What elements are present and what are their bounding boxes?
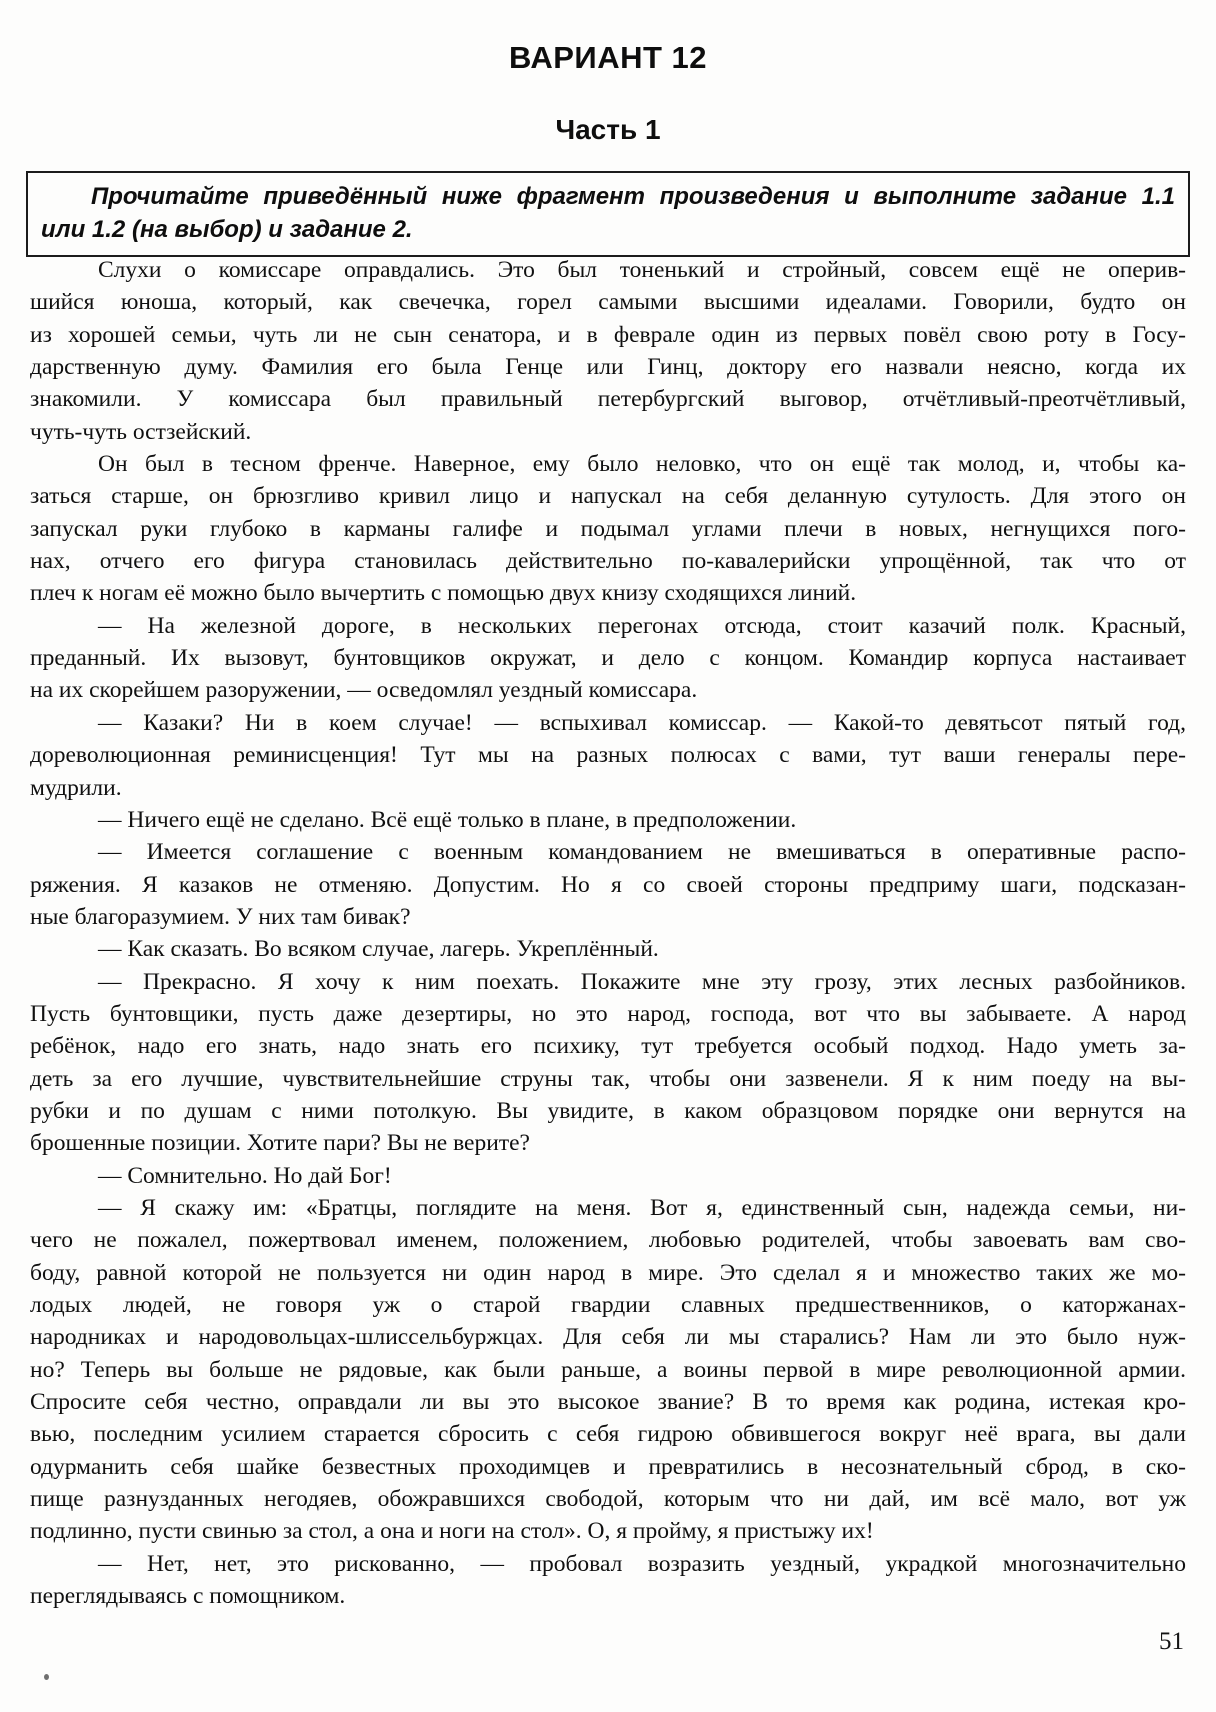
paragraph xyxy=(30,966,1186,1160)
text-line: — Ничего ещё не сделано. Всё ещё только в плане, в предположении. xyxy=(98,806,797,833)
instruction-line: или 1.2 (на выбор) и задание 2. xyxy=(41,216,413,243)
text-line: Спросите себя честно, оправдали ли вы это высокое звание? В то время как родина, истекая кро- xyxy=(30,1389,1186,1416)
text-line: на их скорейшем разоружении, — осведомлял уездный комиссара. xyxy=(30,677,698,704)
text-line: переглядываясь с помощником. xyxy=(30,1583,346,1610)
text-line: Он был в тесном френче. Наверное, ему было неловко, что он ещё так молод, и, чтобы ка- xyxy=(98,451,1186,478)
text-line: Слухи о комиссаре оправдались. Это был тоненький и стройный, совсем ещё не оперив- xyxy=(98,257,1186,283)
paragraph xyxy=(30,804,1186,836)
text-line: нах, отчего его фигура становилась действительно по-кавалерийски упрощённой, так что от xyxy=(30,548,1186,575)
text-line: — Имеется соглашение с военным командованием не вмешиваться в оперативные распо- xyxy=(98,839,1186,866)
text-line: шийся юноша, который, как свечечка, горел самыми высшими идеалами. Говорили, будто он xyxy=(30,289,1186,316)
paragraph xyxy=(30,1160,1186,1192)
text-line: — На железной дороге, в нескольких перегонах отсюда, стоит казачий полк. Красный, xyxy=(98,612,1186,639)
part-title: Часть 1 xyxy=(555,114,661,145)
text-line: — Нет, нет, это рискованно, — пробовал возразить уездный, украдкой многозначительно xyxy=(98,1550,1186,1577)
paragraph xyxy=(30,707,1186,804)
text-line: подлинно, пусти свинью за стол, а она и ноги на стол». О, я пройму, я пристыжу их! xyxy=(30,1518,874,1545)
text-line: из хорошей семьи, чуть ли не сын сенатора, и в феврале один из первых повёл свою роту в Госу- xyxy=(30,321,1186,348)
text-line: преданный. Их вызовут, бунтовщиков окружат, и дело с концом. Командир корпуса настаивает xyxy=(30,645,1186,672)
text-line: запускал руки глубоко в карманы галифе и подымал углами плечи в новых, негнущихся пого- xyxy=(30,515,1186,542)
text-line: ные благоразумием. У них там бивак? xyxy=(30,903,411,930)
text-line: — Сомнительно. Но дай Бог! xyxy=(98,1162,392,1189)
text-line: лодых людей, не говоря уж о старой гвардии славных предшественников, о каторжанах- xyxy=(30,1292,1186,1318)
paragraph xyxy=(30,254,1186,448)
text-line: боду, равной которой не пользуется ни один народ в мире. Это сделал я и множество таких же мо- xyxy=(30,1259,1186,1286)
page-number: 51 xyxy=(1159,1628,1184,1655)
scan-dot-artifact xyxy=(44,1674,49,1680)
text-line: дарственную думу. Фамилия его была Генце или Гинц, доктору его назвали неясно, когда их xyxy=(30,354,1186,381)
paragraph xyxy=(30,1548,1186,1613)
text-line: чего не пожалел, пожертвовал именем, положением, любовью родителей, чтобы завоевать вам сво- xyxy=(30,1227,1186,1254)
text-line: брошенные позиции. Хотите пари? Вы не верите? xyxy=(30,1130,530,1157)
text-line: деть за его лучшие, чувствительнейшие струны так, чтобы они зазвенели. Я к ним поеду на вы- xyxy=(30,1065,1186,1092)
passage-text xyxy=(30,254,1186,1612)
text-line: — Как сказать. Во всяком случае, лагерь. Укреплённый. xyxy=(98,936,659,963)
text-line: — Прекрасно. Я хочу к ним поехать. Покажите мне эту грозу, этих лесных разбойников. xyxy=(98,968,1186,995)
variant-title: ВАРИАНТ 12 xyxy=(509,40,707,75)
text-line: но? Теперь вы больше не рядовые, как были раньше, а воины первой в мире революционной армии. xyxy=(30,1356,1186,1383)
paragraph xyxy=(30,1192,1186,1548)
text-line: заться старше, он брюзгливо кривил лицо и напускал на себя деланную сутулость. Для этого он xyxy=(30,483,1186,510)
text-line: одурманить себя шайке безвестных проходимцев и превратились в несознательный сброд, в ско- xyxy=(30,1453,1186,1480)
paragraph xyxy=(30,448,1186,610)
text-line: вью, последним усилием старается сбросить с себя гидрою обвившегося вокруг неё врага, вы дали xyxy=(30,1421,1186,1448)
text-line: пище разнузданных негодяев, обожравшихся свободой, которым что ни дай, им всё мало, вот уж xyxy=(30,1486,1186,1513)
text-line: рубки и по душам с ними потолкую. Вы увидите, в каком образцовом порядке они вернутся на xyxy=(30,1097,1186,1124)
text-line: Пусть бунтовщики, пусть даже дезертиры, но это народ, господа, вот что вы забываете. А народ xyxy=(30,1000,1186,1027)
paragraph xyxy=(30,933,1186,965)
text-line: — Казаки? Ни в коем случае! — вспыхивал комиссар. — Какой-то девятьсот пятый год, xyxy=(98,709,1186,736)
paragraph xyxy=(30,610,1186,707)
text-line: ребёнок, надо его знать, надо знать его психику, тут требуется особый подход. Надо уметь за- xyxy=(30,1033,1186,1060)
text-line: ряжения. Я казаков не отменяю. Допустим. Но я со своей стороны предприму шаги, подсказан- xyxy=(30,871,1186,898)
text-line: чуть-чуть остзейский. xyxy=(30,418,252,445)
text-line: — Я скажу им: «Братцы, поглядите на меня. Вот я, единственный сын, надежда семьи, ни- xyxy=(98,1194,1186,1221)
text-line: знакомили. У комиссара был правильный петербургский выговор, отчётливый-преотчётливый, xyxy=(30,386,1186,413)
instruction-box xyxy=(26,171,1190,257)
text-line: народниках и народовольцах-шлиссельбуржцах. Для себя ли мы старались? Нам ли это было нуж- xyxy=(30,1324,1186,1351)
paragraph xyxy=(30,836,1186,933)
instruction-line: Прочитайте приведённый ниже фрагмент произведения и выполните задание 1.1 xyxy=(91,183,1175,210)
text-line: плеч к ногам её можно было вычертить с помощью двух книзу сходящихся линий. xyxy=(30,580,857,607)
text-line: мудрили. xyxy=(30,774,122,801)
text-line: дореволюционная реминисценция! Тут мы на разных полюсах с вами, тут ваши генералы пере- xyxy=(30,742,1186,769)
